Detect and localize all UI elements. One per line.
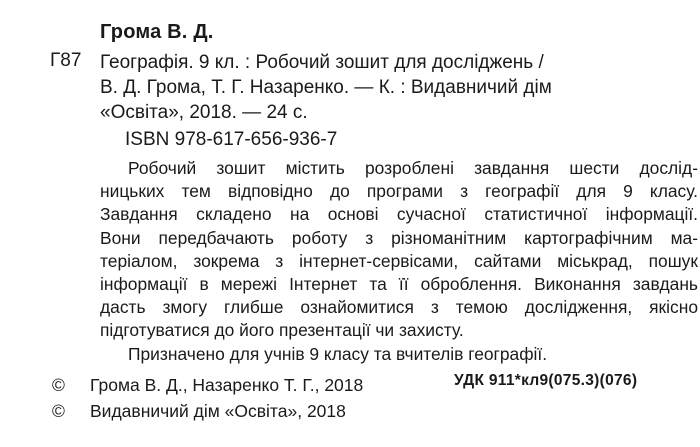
abstract-line: Призначено для учнів 9 класу та вчителів географії. xyxy=(128,343,548,364)
bibliographic-line: В. Д. Грома, Т. Г. Назаренко. — К. : Видавничий дім xyxy=(100,77,552,98)
abstract-line: інформації в мережі Інтернет та її оброблення. Виконання завдань xyxy=(100,274,698,295)
abstract-line: ницьких тем відповідно до програми з географії для 9 класу. xyxy=(100,181,698,202)
copyright-symbol: © xyxy=(52,375,65,395)
isbn: ISBN 978-617-656-936-7 xyxy=(125,129,338,150)
copyright-text: Грома В. Д., Назаренко Т. Г., 2018 xyxy=(90,375,364,395)
copyright-symbol: © xyxy=(52,401,65,421)
bibliographic-line: Географія. 9 кл. : Робочий зошит для досліджень / xyxy=(100,52,544,73)
copyright-text: Видавничий дім «Освіта», 2018 xyxy=(90,401,346,421)
abstract-line: теріалом, зокрема з інтернет-сервісами, сайтами міськрад, пошук xyxy=(100,250,698,271)
copyright-line xyxy=(52,401,346,422)
bibliographic-line: «Освіта», 2018. — 24 с. xyxy=(100,102,308,123)
abstract-line: Завдання складено на основі сучасної статистичної інформації. xyxy=(100,204,698,225)
abstract-line: Робочий зошит містить розроблені завдання шести дослід- xyxy=(128,158,698,178)
abstract-line: підготуватися до його презентації чи захисту. xyxy=(100,320,464,341)
bibliographic-description xyxy=(100,50,690,125)
catalog-code: Г87 xyxy=(50,50,82,71)
author-heading: Грома В. Д. xyxy=(100,21,214,43)
copyright-line xyxy=(52,375,363,396)
abstract-line: дасть змогу глибше ознайомитися з темою дослідження, якісно xyxy=(100,297,698,318)
abstract xyxy=(100,157,698,366)
udk-code: УДК 911*кл9(075.3)(076) xyxy=(454,372,638,389)
abstract-line: Вони передбачають роботу з різноманітним картографічним ма- xyxy=(100,227,698,248)
